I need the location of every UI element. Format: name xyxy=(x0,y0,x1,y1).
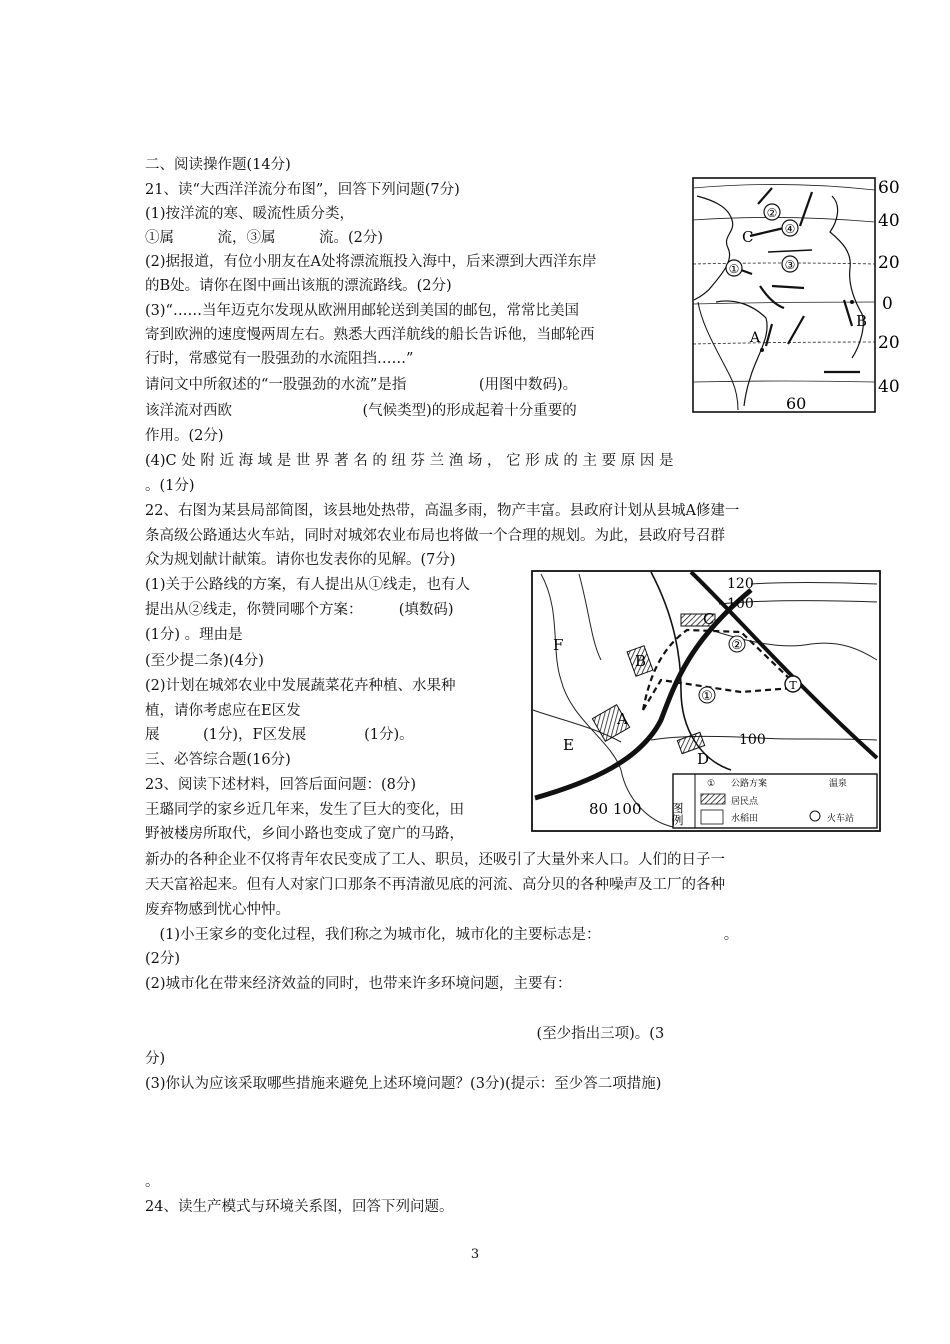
text-line: 三、必答综合题(16分) xyxy=(145,752,291,768)
area-label: D xyxy=(697,750,710,768)
page-number: 3 xyxy=(470,1247,480,1262)
svg-text:T: T xyxy=(789,679,797,692)
text-line: (4)C 处 附 近 海 域 是 世 界 著 名 的 纽 芬 兰 渔 场 ， 它 形 成 的 主 要 原 因 是 xyxy=(145,453,674,469)
current-label: ② xyxy=(766,206,778,220)
text-line: 23、阅读下述材料，回答后面问题：(8分) xyxy=(145,777,416,793)
county-map xyxy=(531,570,881,832)
text-line: 分) xyxy=(145,1051,166,1067)
text-line: (1)小王家乡的变化过程，我们称之为城市化，城市化的主要标志是： 。 xyxy=(145,927,739,943)
legend-title: 图例 xyxy=(670,802,684,826)
legend-station: 火车站 xyxy=(827,814,855,824)
legend-hot-spring: 温泉 xyxy=(829,779,848,789)
area-label: E xyxy=(563,736,574,754)
text-line: 众为规划献计献策。请你也发表你的见解。(7分) xyxy=(145,552,456,568)
route-label: ① xyxy=(701,689,713,704)
text-line: (1)按洋流的寒、暖流性质分类， xyxy=(145,206,355,222)
text-line: (至少指出三项)。(3 xyxy=(145,1026,665,1042)
contour-label: 100 xyxy=(739,732,766,748)
text-line: 植，请你考虑应在E区发 xyxy=(145,703,301,719)
text-line: 作用。(2分) xyxy=(145,428,224,444)
text-line: (2)城市化在带来经济效益的同时，也带来许多环境问题，主要有： xyxy=(145,976,572,992)
text-line: 24、读生产模式与环境关系图，回答下列问题。 xyxy=(145,1199,454,1215)
text-line: 天天富裕起来。但有人对家门口那条不再清澈见底的河流、高分贝的各种噪声及工厂的各种 xyxy=(145,877,725,893)
lat-label: 60 xyxy=(878,178,900,198)
legend-road-sample: ① xyxy=(707,779,716,789)
point-label: A xyxy=(750,330,761,346)
text-line: (2分) xyxy=(145,951,181,967)
point-label: B xyxy=(856,312,868,330)
text-line: 寄到欧洲的速度慢两周左右。熟悉大西洋航线的船长告诉他，当邮轮西 xyxy=(145,327,595,343)
text-line: 新办的各种企业不仅将青年农民变成了工人、职员，还吸引了大量外来人口。人们的日子一 xyxy=(145,852,725,868)
text-line: 。(1分) xyxy=(145,478,195,494)
area-label: C xyxy=(703,610,715,628)
text-line: (2)计划在城郊农业中发展蔬菜花卉种植、水果种 xyxy=(145,678,456,694)
text-line: 提出从②线走，你赞同哪个方案： (填数码) xyxy=(145,602,454,618)
map-legend xyxy=(670,774,877,828)
text-line: 。 xyxy=(145,1174,160,1190)
contour-bottom-label: 80 100 xyxy=(589,800,642,818)
lat-label: 40 xyxy=(878,211,900,231)
text-line: (2)据报道，有位小朋友在A处将漂流瓶投入海中，后来漂到大西洋东岸 xyxy=(145,254,597,270)
current-label: ③ xyxy=(784,258,796,272)
lat-label: 40 xyxy=(878,377,900,397)
text-line: 21、读“大西洋洋流分布图”，回答下列问题(7分) xyxy=(145,182,460,198)
contour-label: 100 xyxy=(727,596,754,612)
lat-label: 20 xyxy=(878,333,900,353)
current-label: ④ xyxy=(784,222,796,236)
text-line: (3)“……当年迈克尔发现从欧洲用邮轮送到美国的邮包，常常比美国 xyxy=(145,303,579,319)
text-line: 二、阅读操作题(14分) xyxy=(145,157,291,173)
atlantic-currents-map xyxy=(692,176,907,416)
legend-settlement: 居民点 xyxy=(731,797,759,807)
text-line: 该洋流对西欧 (气候类型)的形成起着十分重要的 xyxy=(145,403,577,419)
text-line: (至少提二条)(4分) xyxy=(145,653,264,669)
text-line: 条高级公路通达火车站，同时对城郊农业布局也将做一个合理的规划。为此，县政府号召群 xyxy=(145,528,725,544)
text-line: 王璐同学的家乡近几年来，发生了巨大的变化，田 xyxy=(145,802,464,818)
text-line: ①属 流，③属 流。(2分) xyxy=(145,230,384,246)
text-line: 野被楼房所取代，乡间小路也变成了宽广的马路， xyxy=(145,826,464,842)
area-label: A xyxy=(617,710,628,728)
text-line: (1分) 。理由是 xyxy=(145,627,243,643)
text-line: (1)关于公路线的方案，有人提出从①线走，也有人 xyxy=(145,577,471,593)
lat-label: 20 xyxy=(878,253,900,273)
legend-road: 公路方案 xyxy=(731,779,768,789)
text-line: 22、右图为某县局部简图，该县地处热带，高温多雨，物产丰富。县政府计划从县城A修建一 xyxy=(145,503,740,519)
text-line: 废弃物感到忧心忡忡。 xyxy=(145,902,290,918)
point-label: C xyxy=(742,228,754,246)
area-label: F xyxy=(553,636,564,654)
current-label: ① xyxy=(728,262,740,276)
text-line: 的B处。请你在图中画出该瓶的漂流路线。(2分) xyxy=(145,278,452,294)
contour-label: 120 xyxy=(727,576,754,592)
text-line: (3)你认为应该采取哪些措施来避免上述环境问题？(3分)(提示：至少答二项措施) xyxy=(145,1076,662,1092)
route-label: ② xyxy=(731,638,743,653)
text-line: 请问文中所叙述的“一股强劲的水流”是指 (用图中数码)。 xyxy=(145,377,578,393)
text-line: 行时，常感觉有一股强劲的水流阻挡……” xyxy=(145,351,414,367)
lat-label-bottom: 60 xyxy=(786,394,807,413)
legend-paddy: 水稻田 xyxy=(731,814,759,824)
text-line: 展 (1分)，F区发展 (1分)。 xyxy=(145,727,414,743)
area-label: B xyxy=(635,652,647,670)
lat-label: 0 xyxy=(882,294,893,314)
